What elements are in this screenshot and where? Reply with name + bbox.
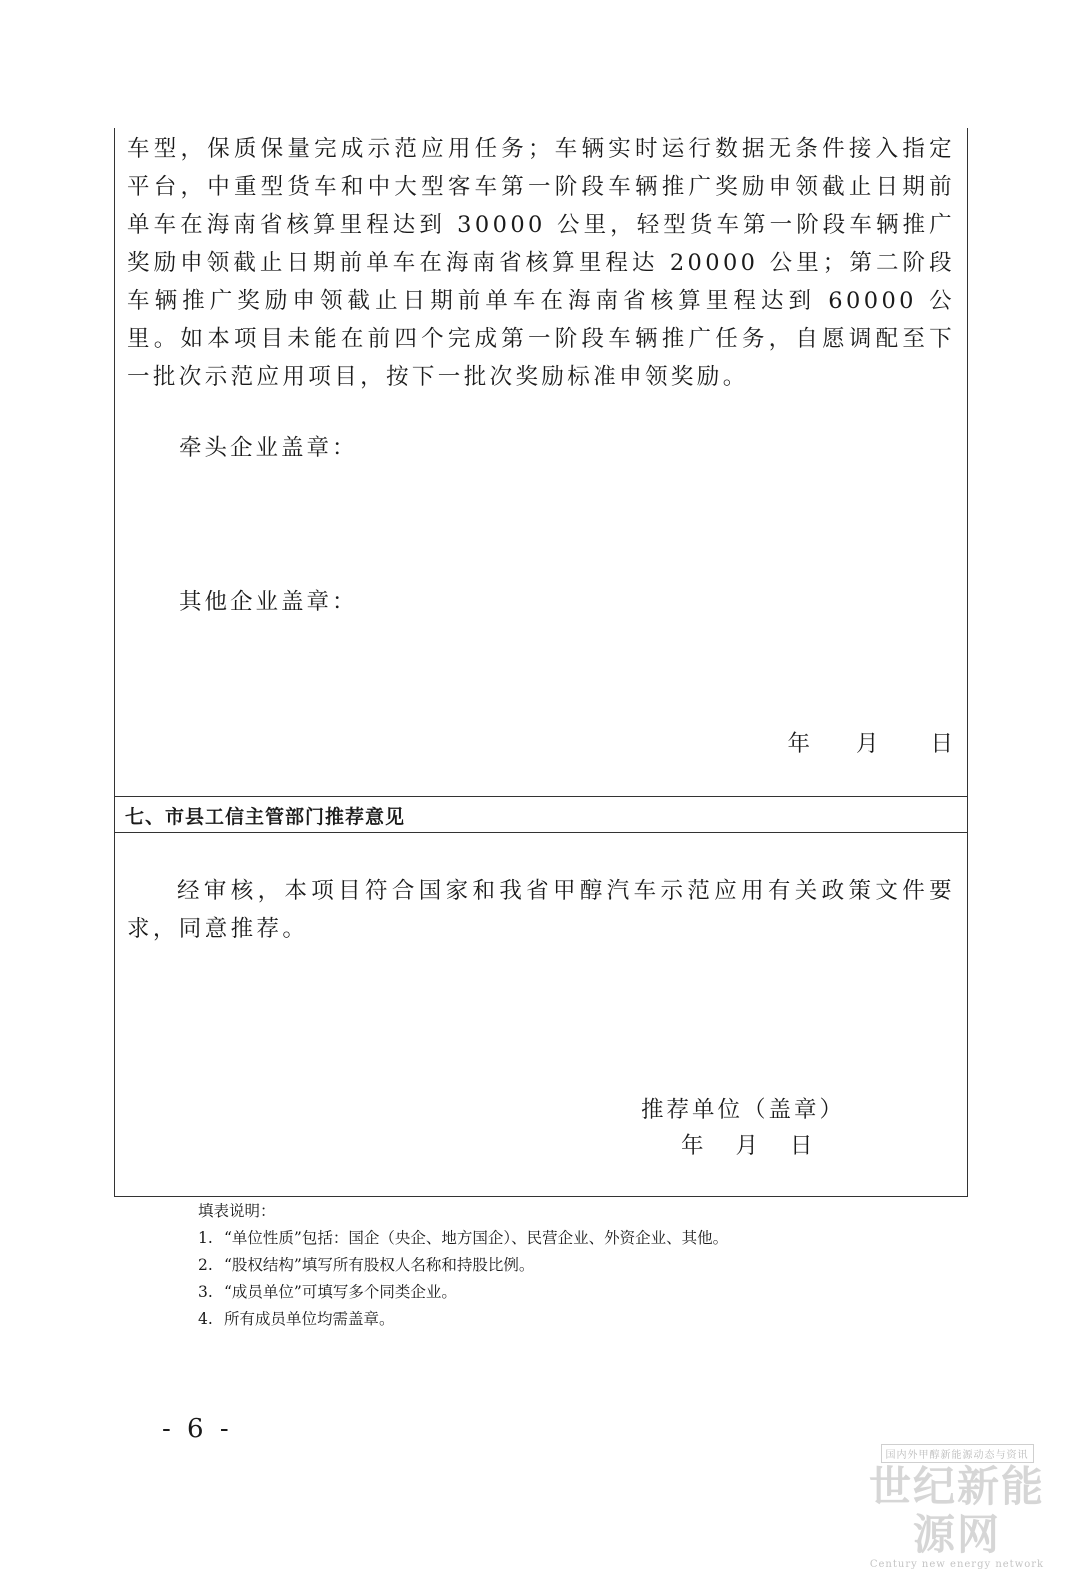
section-seven-title: 七、市县工信主管部门推荐意见 — [125, 806, 406, 828]
watermark-name: 世纪新能源网 — [868, 1462, 1045, 1559]
instruction-text: “股权结构”填写所有股权人名称和持股比例。 — [224, 1256, 535, 1274]
date-month: 月 — [735, 1133, 759, 1159]
date-year: 年 — [681, 1133, 704, 1159]
instruction-number: 1. — [198, 1229, 213, 1247]
form-instructions — [198, 1198, 728, 1333]
commitment-section — [114, 128, 968, 797]
page-number: - 6 - — [162, 1414, 233, 1444]
date-day: 日 — [790, 1133, 813, 1159]
instruction-item — [198, 1252, 728, 1279]
instruction-text: 所有成员单位均需盖章。 — [224, 1310, 395, 1328]
section-seven-header — [114, 796, 968, 833]
watermark-english: Century new energy network — [869, 1559, 1045, 1570]
date-month: 月 — [855, 731, 879, 757]
lead-enterprise-seal-label: 牵头企业盖章： — [179, 435, 358, 461]
instruction-item — [198, 1279, 728, 1306]
instruction-item — [198, 1225, 728, 1252]
instruction-text: “成员单位”可填写多个同类企业。 — [224, 1283, 457, 1301]
recommend-unit-seal-label: 推荐单位（盖章） — [641, 1097, 846, 1123]
recommendation-section — [114, 832, 968, 1197]
watermark-tagline: 国内外甲醇新能源动态与资讯 — [881, 1444, 1034, 1463]
instruction-text: “单位性质”包括：国企（央企、地方国企）、民营企业、外资企业、其他。 — [224, 1229, 729, 1247]
recommendation-date — [681, 1128, 813, 1160]
instruction-number: 4. — [198, 1310, 213, 1328]
instruction-number: 3. — [198, 1283, 213, 1301]
date-year: 年 — [787, 731, 810, 757]
watermark-logo — [862, 1443, 1052, 1570]
other-enterprise-seal-label: 其他企业盖章： — [179, 589, 358, 615]
instruction-item — [198, 1306, 728, 1333]
recommendation-paragraph: 经审核，本项目符合国家和我省甲醇汽车示范应用有关政策文件要求，同意推荐。 — [127, 878, 955, 942]
instruction-number: 2. — [198, 1256, 213, 1274]
commitment-paragraph: 车型，保质保量完成示范应用任务；车辆实时运行数据无条件接入指定平台，中重型货车和中大型客车第一阶段车辆推广奖励申领截止日期前单车在海南省核算里程达到 30000 公里，轻型货车第一阶段车辆推广奖励申领截止日期前单车在海南省核算里程达 20000 公里；第二阶段车辆推广奖励申领截止日期前单车在海南省核算里程达到 60000 公里。如本项目未能在前四个完成第一阶段车辆推广任务，自愿调配至下一批次示范应用项目，按下一批次奖励标准申领奖励。 — [127, 136, 955, 390]
date-day: 日 — [930, 731, 953, 757]
instructions-heading: 填表说明： — [198, 1202, 276, 1220]
commitment-date — [787, 726, 953, 758]
